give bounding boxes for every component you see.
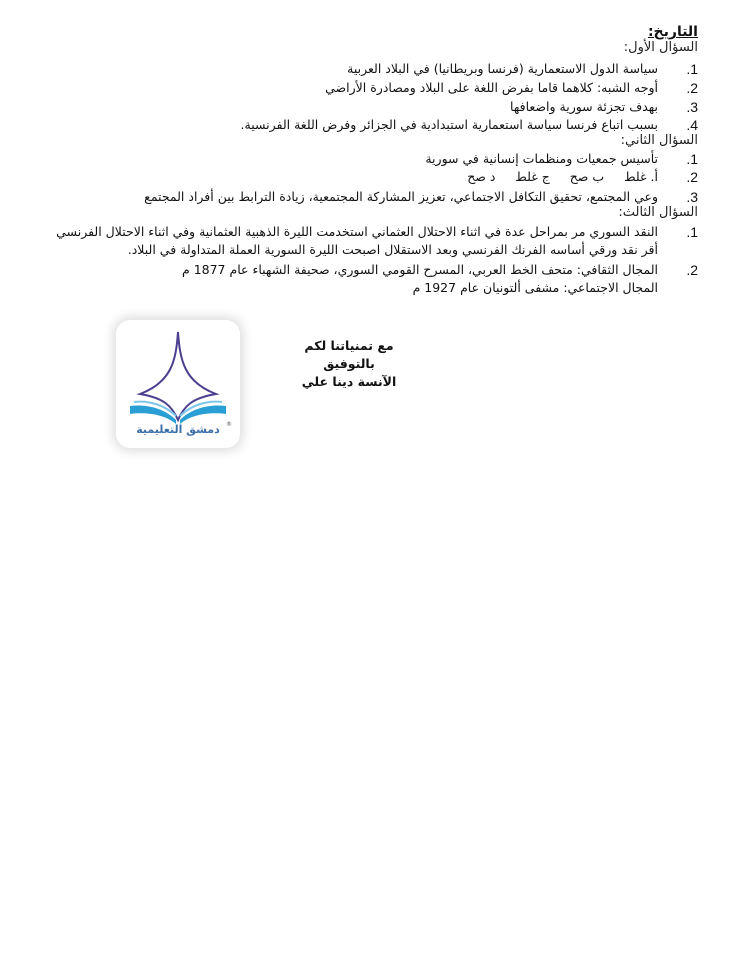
item-number: 3. [686, 99, 698, 115]
question-3-title: السؤال الثالث: [618, 205, 698, 220]
question-1-title: السؤال الأول: [623, 40, 698, 55]
item-text: النقد السوري مر بمراحل عدة في اثناء الاحتلال العثماني استخدمت الليرة الذهبية العثمانية وفي اثناء الاحتلال الفرنسي أقر نقد ورقي أساسه الفرنك الفرنسي وبعد الاستقلال اصبحت الليرة السورية العملة المتداولة في البلاد. [56, 224, 658, 257]
closing-signature [284, 337, 414, 391]
item-text: بسبب اتباع فرنسا سياسة استعمارية استبدادية في الجزائر وفرض اللغة الفرنسية. [240, 117, 658, 132]
question-2-title: السؤال الثاني: [620, 133, 698, 148]
item-number: 1. [686, 224, 698, 240]
item-number: 2. [686, 262, 698, 278]
logo-text: دمشق التعليمية [136, 423, 220, 436]
closing-wishes: مع تمنياتنا لكم بالتوفيق [304, 338, 394, 371]
item-number: 1. [686, 151, 698, 167]
item-text: تأسيس جمعيات ومنظمات إنسانية في سورية [425, 151, 658, 166]
item-text: وعي المجتمع، تحقيق التكافل الاجتماعي، تعزيز المشاركة المجتمعية، زيادة الترابط بين أفراد المجتمع [144, 189, 658, 204]
q1-answer-3 [510, 98, 698, 116]
item-number: 2. [686, 80, 698, 96]
q1-answer-4 [241, 116, 698, 134]
item-number: 2. [686, 169, 698, 185]
registered-mark: ® [226, 421, 232, 428]
q2-answer-2 [467, 168, 698, 186]
q2-answer-3 [144, 188, 698, 206]
item-text: سياسة الدول الاستعمارية (فرنسا وبريطانيا) في البلاد العربية [347, 61, 658, 76]
q1-answer-2 [325, 79, 698, 97]
teacher-name: الآنسة دينا علي [301, 374, 397, 389]
q3-answer-1 [38, 223, 698, 259]
item-number: 4. [686, 117, 698, 133]
item-text: أ. غلط ب صح ج غلط د صح [467, 169, 658, 184]
q2-answer-1 [425, 150, 698, 168]
item-text: أوجه الشبه: كلاهما قاما بفرض اللغة على البلاد ومصادرة الأراضي [325, 80, 658, 95]
item-number: 1. [686, 61, 698, 77]
item-text: المجال الثقافي: متحف الخط العربي، المسرح القومي السوري، صحيفة الشهباء عام 1877 م [181, 262, 658, 277]
item-number: 3. [686, 189, 698, 205]
school-logo [116, 320, 240, 448]
subject-heading: التاريخ: [647, 24, 698, 40]
q3-answer-2-extra: المجال الاجتماعي: مشفى ألتونيان عام 1927 م [412, 280, 658, 295]
q1-answer-1 [347, 60, 698, 78]
q3-answer-2 [182, 261, 698, 279]
item-text: بهدف تجزئة سورية واضعافها [510, 99, 658, 114]
